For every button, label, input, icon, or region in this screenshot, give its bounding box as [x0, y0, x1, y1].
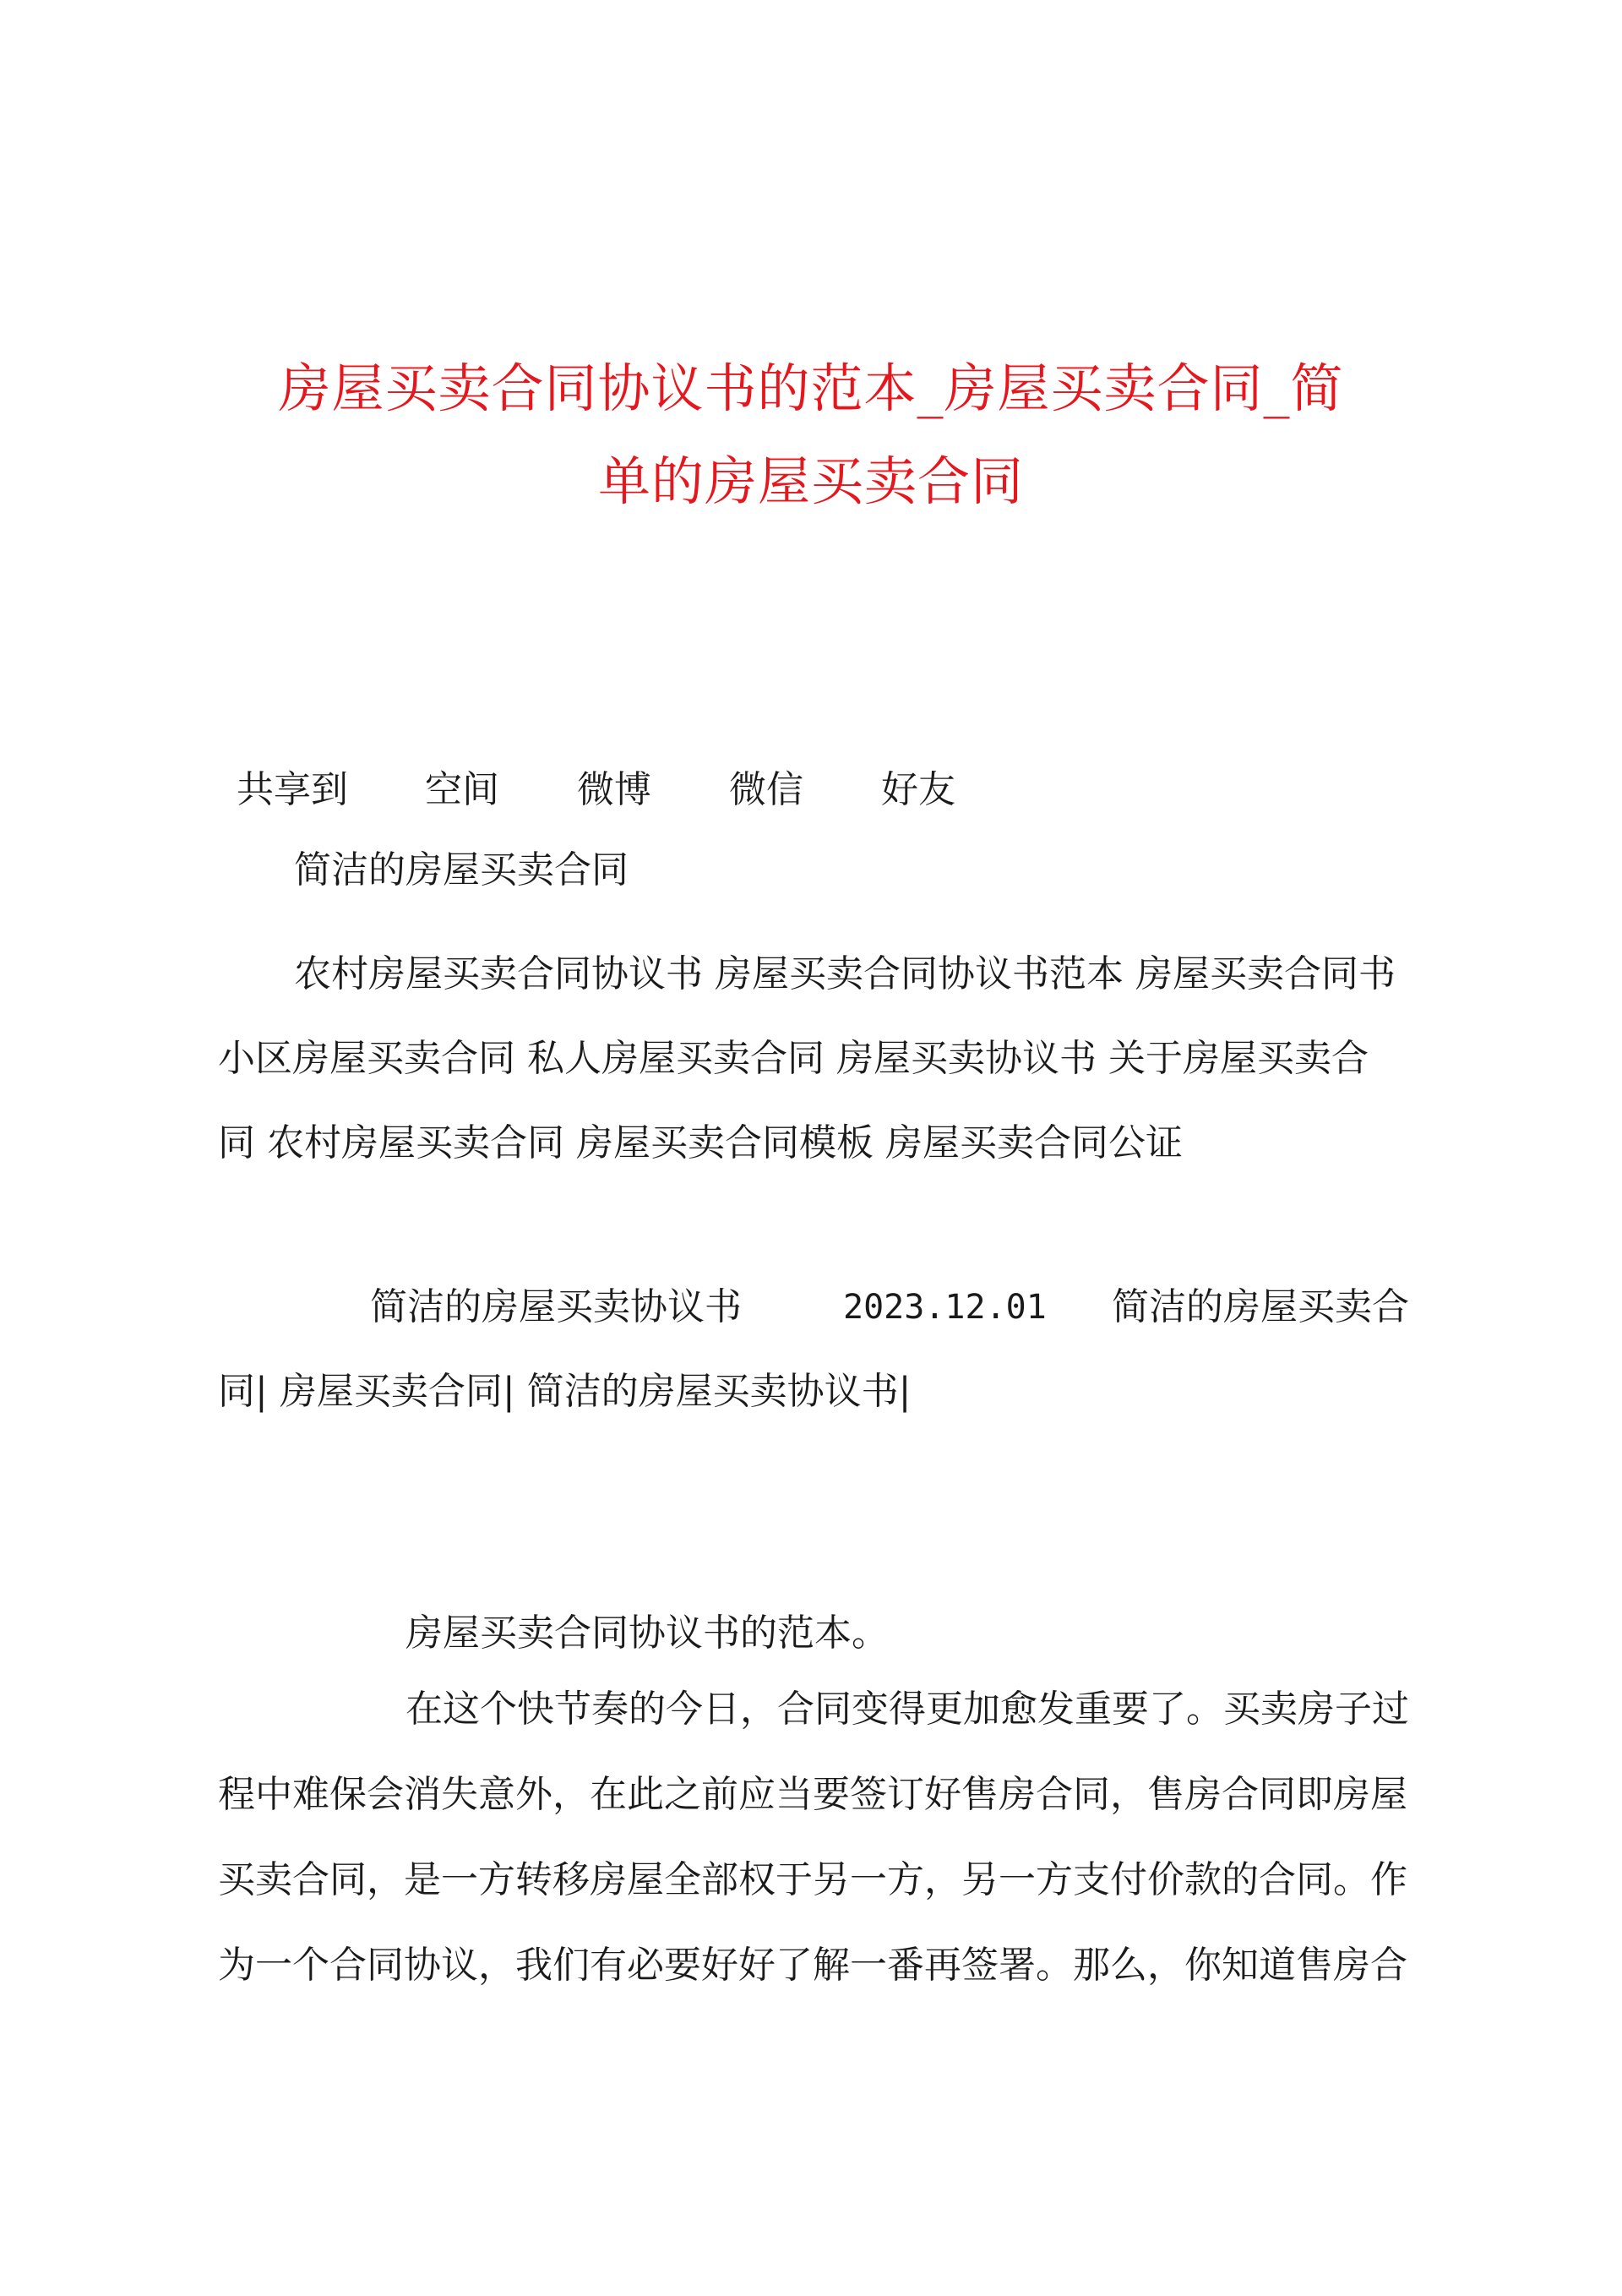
tag-link[interactable]: 房屋买卖合同模板: [576, 1121, 874, 1164]
subtitle: 简洁的房屋买卖合同: [294, 848, 629, 892]
body-line: 程中难保会消失意外，在此之前应当要签订好售房合同，售房合同即房屋: [218, 1773, 1407, 1816]
document-title: [218, 342, 1404, 528]
article-body: [218, 1666, 1409, 2008]
share-target-weibo[interactable]: 微博: [577, 768, 651, 811]
article-category[interactable]: 房屋买卖合同|: [279, 1370, 515, 1413]
share-target-friends[interactable]: 好友: [881, 768, 955, 811]
tag-link[interactable]: 房屋买卖合同书: [1135, 952, 1396, 995]
article-category[interactable]: 同|: [218, 1370, 268, 1413]
body-line: 买卖合同，是一方转移房屋全部权于另一方，另一方支付价款的合同。作: [218, 1858, 1407, 1901]
body-line: 为一个合同协议，我们有必要好好了解一番再签署。那么，你知道售房合: [218, 1944, 1407, 1987]
share-target-wechat[interactable]: 微信: [729, 768, 803, 811]
article-meta: [218, 1265, 1418, 1434]
share-target-qzone[interactable]: 空间: [425, 768, 499, 811]
related-tags: [218, 932, 1418, 1186]
article-date: 2023.12.01: [843, 1288, 1047, 1327]
share-label: 共享到: [237, 768, 348, 811]
tag-link[interactable]: 私人房屋买卖合同: [527, 1037, 825, 1080]
article-category[interactable]: 简洁的房屋买卖协议书|: [526, 1370, 912, 1413]
tag-link[interactable]: 小区房屋买卖合同: [218, 1037, 515, 1080]
tag-link[interactable]: 房屋买卖合同协议书范本: [715, 952, 1124, 995]
article-heading[interactable]: 简洁的房屋买卖协议书: [370, 1285, 742, 1328]
tag-link[interactable]: 农村房屋买卖合同协议书: [294, 952, 703, 995]
title-line-2: 单的房屋买卖合同: [597, 450, 1024, 512]
tag-link[interactable]: 房屋买卖合同公证: [885, 1121, 1183, 1164]
article-intro: 房屋买卖合同协议书的范本。: [406, 1612, 889, 1655]
tag-link[interactable]: 房屋买卖协议书: [836, 1037, 1097, 1080]
tag-link[interactable]: 关于房屋买卖合: [1108, 1037, 1369, 1080]
article-category[interactable]: 简洁的房屋买卖合: [1112, 1285, 1409, 1328]
tag-link[interactable]: 同: [218, 1121, 255, 1164]
body-line: 在这个快节奏的今日，合同变得更加愈发重要了。买卖房子过: [406, 1688, 1409, 1731]
tag-link[interactable]: 农村房屋买卖合同: [267, 1121, 564, 1164]
title-line-1: 房屋买卖合同协议书的范本_房屋买卖合同_简: [278, 357, 1344, 419]
